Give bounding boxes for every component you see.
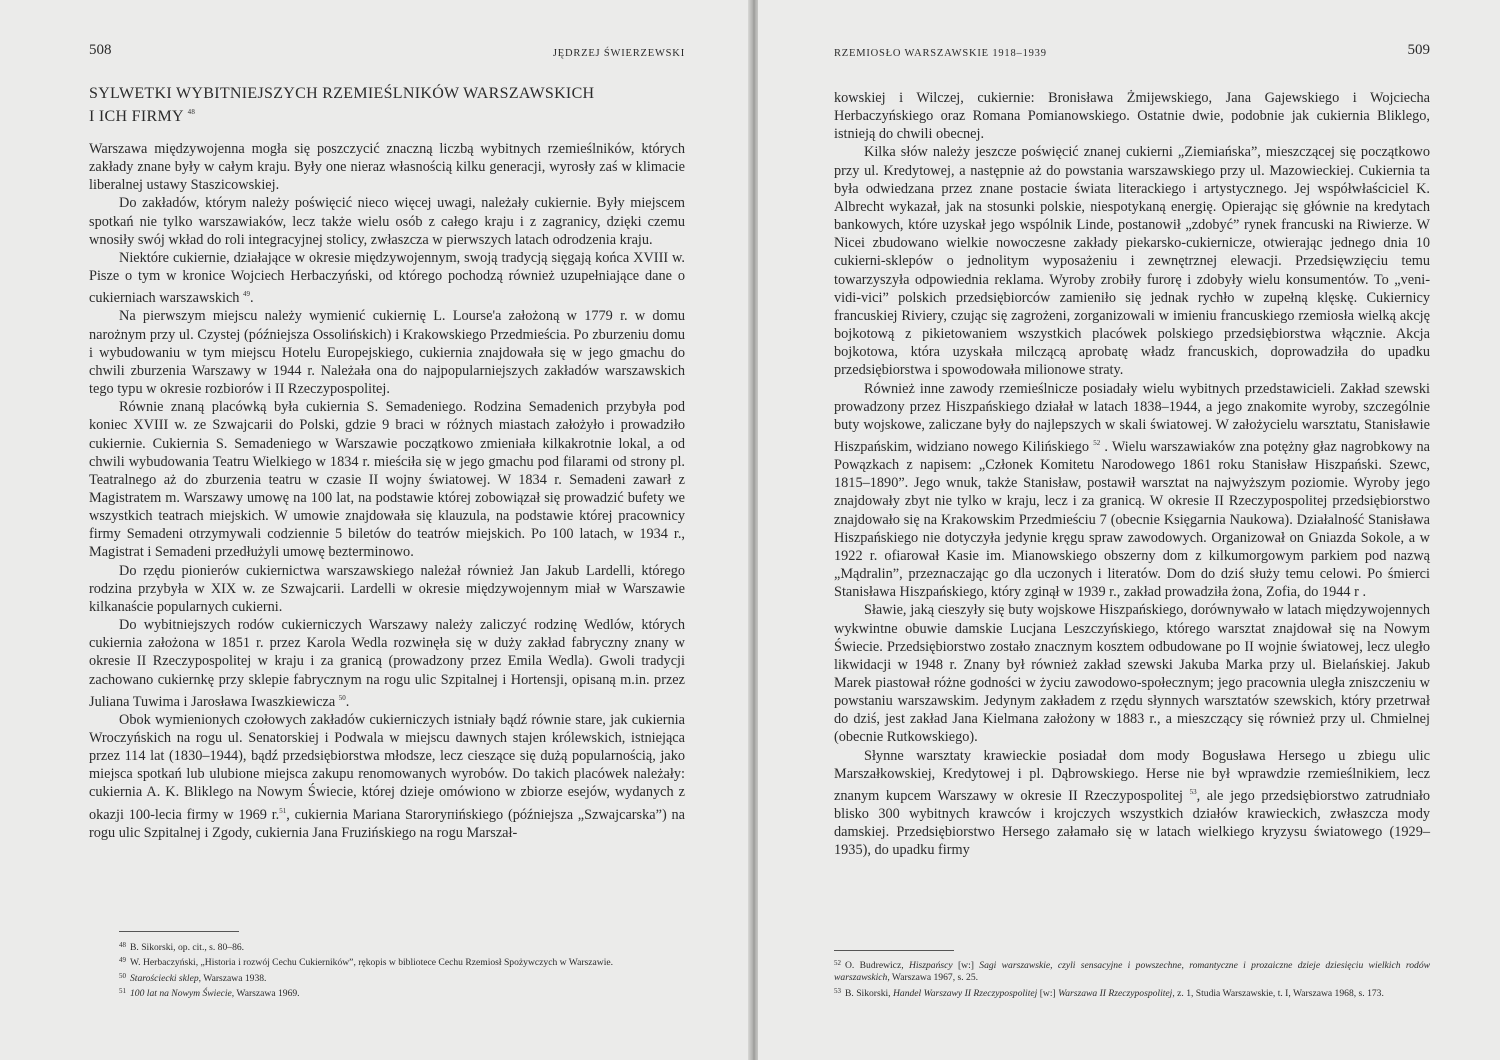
footnote-48: $^{48}$ B. Sikorski, op. cit., s. 80–86. xyxy=(119,941,245,953)
paragraph: Równie znaną placówką była cukiernia S. Semadeniego. Rodzina Semadenich przybyła pod koniec XVIII w. ze Szwajcarii do Polski, gdzie 9 braci w różnych miastach założyło i prowadziło cukiernie. Cukiernia S. Semadeniego w Warszawie początkowo zmieniała kilkakrotnie lokal, a od chwili wybudowania Teatru Wielkiego w 1834 r. mieściła się w jego gmachu pod filarami od strony pl. Teatralnego aż do zburzenia teatru w czasie II wojny światowej. W 1834 r. Semadeni zawarł z Magistratem m. Warszawy umowę na 100 lat, na podstawie której zobowiązał się prowadzić bufety we wszystkich teatrach miejskich. W umowie znajdowała się klauzula, na podstawie której pracownicy firmy Semadeni otrzymywali codziennie 5 biletów do teatrów miejskich. Po 100 latach, w 1934 r., Magistrat i Semadeni przedłużyli umowę bezterminowo. xyxy=(89,399,685,561)
footnote-53: $^{53}$ B. Sikorski, Handel Warszawy II Rzeczypospolitej [w:] Warszawa II Rzeczypospolitej, z. 1, Studia Warszawskie, t. I, Warszawa 1968, s. 173. xyxy=(834,986,1384,999)
page-number-508: 508 xyxy=(89,42,112,58)
right-body-text xyxy=(834,89,1430,860)
right-running-head xyxy=(834,42,1430,66)
left-running-head xyxy=(89,42,685,66)
paragraph: Słynne warsztaty krawieckie posiadał dom mody Bogusława Hersego u zbiegu ulic Marszałkowskiej, Kredytowej i pl. Dąbrowskiego. Herse nie był wprawdzie rzemieślnikiem, lecz znanym kupcem Warszawy w okresie II Rzeczypospolitej $^{53}$, ale jego przedsiębiorstwo zatrudniało blisko 300 wybitnych krawców i krojczych wszystkich działów krawieckich, zwłaszcza mody damskiej. Przedsiębiorstwo Hersego załamało się w latach wielkiego kryzysu światowego (1929–1935), do upadku firmy xyxy=(834,747,1430,859)
section-title-line2: I ICH FIRMY xyxy=(89,108,184,125)
left-footnotes xyxy=(119,939,685,1000)
section-title-line1: SYLWETKI WYBITNIEJSZYCH RZEMIEŚLNIKÓW WARSZAWSKICH xyxy=(89,85,595,102)
footnote-50: $^{50}$ Starościecki sklep, Warszawa 1938. xyxy=(119,971,267,984)
footnote-ref-53[interactable]: 53 xyxy=(1189,787,1197,796)
right-page xyxy=(758,0,1500,1060)
footnote-ref-49[interactable]: 49 xyxy=(243,290,251,299)
paragraph: Obok wymienionych czołowych zakładów cukierniczych istniały bądź równie stare, jak cukiernia Wroczyńskich na rogu ul. Senatorskiej i Podwala w miejscu dawnych stajen królewskich, istniejąca przez 114 lat (1830–1944), bądź przedsiębiorstwa młodsze, lecz cieszące się dużą popularnością, jako miejsca spotkań lub ulubione miejsca zakupu renomowanych wyrobów. Do takich placówek należały: cukiernia A. K. Bliklego na Nowym Świecie, której dzieje omówiono w zbiorze esejów, wydanych z okazji 100-lecia firmy w 1969 r.$^{51}$, cukiernia Mariana Staroryпińskiego (późniejsza „Szwajcarska”) na rogu ulic Szpitalnej i Zgody, cukiernia Jana Fruzińskiego na rogu Marszał- xyxy=(89,711,685,841)
paragraph: Warszawa międzywojenna mogła się poszczycić znaczną liczbą wybitnych rzemieślników, których zakłady znane były w całym kraju. Były one nieraz własnością kilku generacji, wyrosły zaś w klimacie liberalnej ustawy Staszicowskiej. xyxy=(89,141,685,194)
footnote-51: $^{51}$ 100 lat na Nowym Świecie, Warszawa 1969. xyxy=(119,986,300,999)
section-title xyxy=(89,84,685,126)
footnote-52: $^{52}$ O. Budrewicz, Hiszpańscy [w:] Sagi warszawskie, czyli sensacyjne i powszechne, romantyczne i prozaiczne dzieje dziesięciu wielkich rodów warszawskich, Warszawa 1967, s. 25. xyxy=(834,959,1431,984)
left-body-text xyxy=(89,140,685,842)
paragraph: Do wybitniejszych rodów cukierniczych Warszawy należy zaliczyć rodzinę Wedlów, których cukiernia założona w 1851 r. przez Karola Wedla rozwinęła się w duży zakład fabryczny znany w okresie II Rzeczypospolitej w kraju i za granicą (prowadzony przez Emila Wedla). Gwoli tradycji zachowano cukiernkę przy sklepie fabrycznym na rogu ulic Szpitalnej i Hortensji, opisaną m.in. przez Juliana Tuwima i Jarosława Iwaszkiewicza $^{50}$. xyxy=(89,617,685,710)
footnote-ref-48[interactable]: 48 xyxy=(187,108,196,116)
footnote-divider xyxy=(834,950,954,951)
paragraph: Również inne zawody rzemieślnicze posiadały wielu wybitnych przedstawicieli. Zakład szewski prowadzony przez Hiszpańskiego działał w latach 1838–1944, a jego znakomite wyroby, szczególnie buty wojskowe, zaliczane były do najlepszych w skali światowej. W założycielu warsztatu, Stanisławie Hiszpańskim, widziano nowego Kilińskiego $^{52}$ . Wielu warszawiaków zna potężny głaz nagrobkowy na Powązkach z napisem: „Członek Komitetu Narodowego 1861 roku Stanisław Hiszpański. Szewc, 1815–1890”. Jego wnuk, także Stanisław, postawił warsztat na najwyższym poziomie. Wyroby jego znajdowały zbyt nie tylko w kraju, lecz i za granicą. W okresie II Rzeczypospolitej przedsiębiorstwo znajdowało się na Krakowskim Przedmieściu 7 (obecnie Księgarnia Naukowa). Działalność Stanisława Hiszpańskiego nie dotyczyła jedynie kręgu spraw zawodowych. Organizował on Gniazda Sokole, a w 1922 r. ofiarował Kasie im. Mianowskiego obszerny dom z kilkumorgowym parkiem pod nazwą „Mądralin”, przeznaczając go dla uczonych i literatów. Dom do dziś służy temu celowi. Po śmierci Stanisława Hiszpańskiego, który zginął w 1939 r., zakład prowadziła żona, Zofia, do 1944 r . xyxy=(834,380,1430,601)
footnote-49: $^{49}$ W. Herbaczyński, „Historia i rozwój Cechu Cukierników”, rękopis w bibliotece Cechu Rzemiosł Spożywczych w Warszawie. xyxy=(119,956,614,969)
paragraph: Do zakładów, którym należy poświęcić nieco więcej uwagi, należały cukiernie. Były miejscem spotkań nie tylko warszawiaków, lecz także wielu osób z całego kraju i z zagranicy, dzięki czemu wnosiły swój wkład do roli integracyjnej stolicy, zwłaszcza w pierwszych latach odrodzenia kraju. xyxy=(89,195,685,248)
title-running-head: RZEMIOSŁO WARSZAWSKIE 1918–1939 xyxy=(834,48,1047,59)
author-running-head: JĘDRZEJ ŚWIERZEWSKI xyxy=(552,48,685,59)
footnote-ref-52[interactable]: 52 xyxy=(1093,438,1101,447)
page-number-509: 509 xyxy=(1407,42,1430,58)
footnote-divider xyxy=(119,931,239,932)
paragraph: Do rzędu pionierów cukiernictwa warszawskiego należał również Jan Jakub Lardelli, którego rodzina przybyła w XIX w. ze Szwajcarii. Lardelli w okresie międzywojennym miał w Warszawie kilkanaście popularnych cukierni. xyxy=(89,562,685,615)
right-footnotes xyxy=(834,957,1430,1000)
footnote-ref-51[interactable]: 51 xyxy=(279,806,287,815)
paragraph: Niektóre cukiernie, działające w okresie międzywojennym, swoją tradycją sięgają końca XVIII w. Pisze o tym w kronice Wojciech Herbaczyński, od którego pochodzą również uzupełniające dane o cukierniach warszawskich $^{49}$. xyxy=(89,249,685,307)
paragraph: Sławie, jaką cieszyły się buty wojskowe Hiszpańskiego, dorównywało w latach międzywojennych wykwintne obuwie damskie Lucjana Leszczyńskiego, którego warsztat znajdował się na Nowym Świecie. Przedsiębiorstwo zostało znacznym kosztem odbudowane po II wojnie światowej, lecz uległo likwidacji w 1948 r. Znany był również zakład szewski Jakuba Marka przy ul. Bielańskiej. Jakub Marek piastował różne godności w życiu zawodowo-społecznym; jego pracownia uległa zniszczeniu w powstaniu warszawskim. Jedynym zakładem z rzędu słynnych warsztatów szewskich, który przetrwał do dziś, jest zakład Jana Kielmana założony w 1883 r., a mieszczący się również przy ul. Chmielnej (obecnie Rutkowskiego). xyxy=(834,602,1430,746)
paragraph: Kilka słów należy jeszcze poświęcić znanej cukierni „Ziemiańska”, mieszczącej się początkowo przy ul. Kredytowej, a następnie aż do powstania warszawskiego przy ul. Mazowieckiej. Cukiernia ta była odwiedzana przez znane postacie świata literackiego i artystycznego. Jej współwłaściciel K. Albrecht wykazał, jak na stosunki polskie, niespotykaną energię. Opierając się głównie na kredytach bankowych, które uzyskał jego wspólnik Linde, postanowił „zdobyć” rynek francuski na Riwierze. W Nicei zbudowano wielkie nowoczesne zakłady piekarsko-cukiernicze, otwierając jednego dnia 10 cukierni-sklepów o jednolitym wyposażeniu i zewnętrznej elewacji. Przedsięwzięciu temu towarzyszyła odpowiednia reklama. Wyroby zrobiły furorę i zdobyły wielu konsumentów. To „veni-vidi-vici” polskich przedsiębiorców zamieniło się jednak rychło w zupełną klęskę. Cukiernicy francuskiej Riviery, czując się zagrożeni, zorganizowali w imieniu francuskiego rzemiosła wielką akcję bojkotową z pikietowaniem wszystkich placówek polskiego przedsiębiorstwa włącznie. Akcja bojkotowa, która uzyskała milczącą aprobatę władz francuskich, doprowadziła do upadku przedsiębiorstwa i spowodowała milionowe straty. xyxy=(834,144,1430,379)
paragraph: kowskiej i Wilczej, cukiernie: Bronisława Żmijewskiego, Jana Gajewskiego i Wojciecha Herbaczyńskiego oraz Romana Pomianowskiego. Ostatnie dwie, podobnie jak cukiernia Bliklego, istnieją do chwili obecnej. xyxy=(834,90,1430,143)
paragraph: Na pierwszym miejscu należy wymienić cukiernię L. Lourse'a założoną w 1779 r. w domu narożnym przy ul. Czystej (późniejsza Ossolińskich) i Krakowskiego Przedmieścia. Po zburzeniu domu i wybudowaniu w tym miejscu Hotelu Europejskiego, cukiernia znajdowała się w jego gmachu do chwili zburzenia Warszawy w 1944 r. Należała ona do najpopularniejszych zakładów warszawskich tego typu w okresie rozbiorów i II Rzeczypospolitej. xyxy=(89,308,685,398)
footnote-ref-50[interactable]: 50 xyxy=(338,693,346,702)
